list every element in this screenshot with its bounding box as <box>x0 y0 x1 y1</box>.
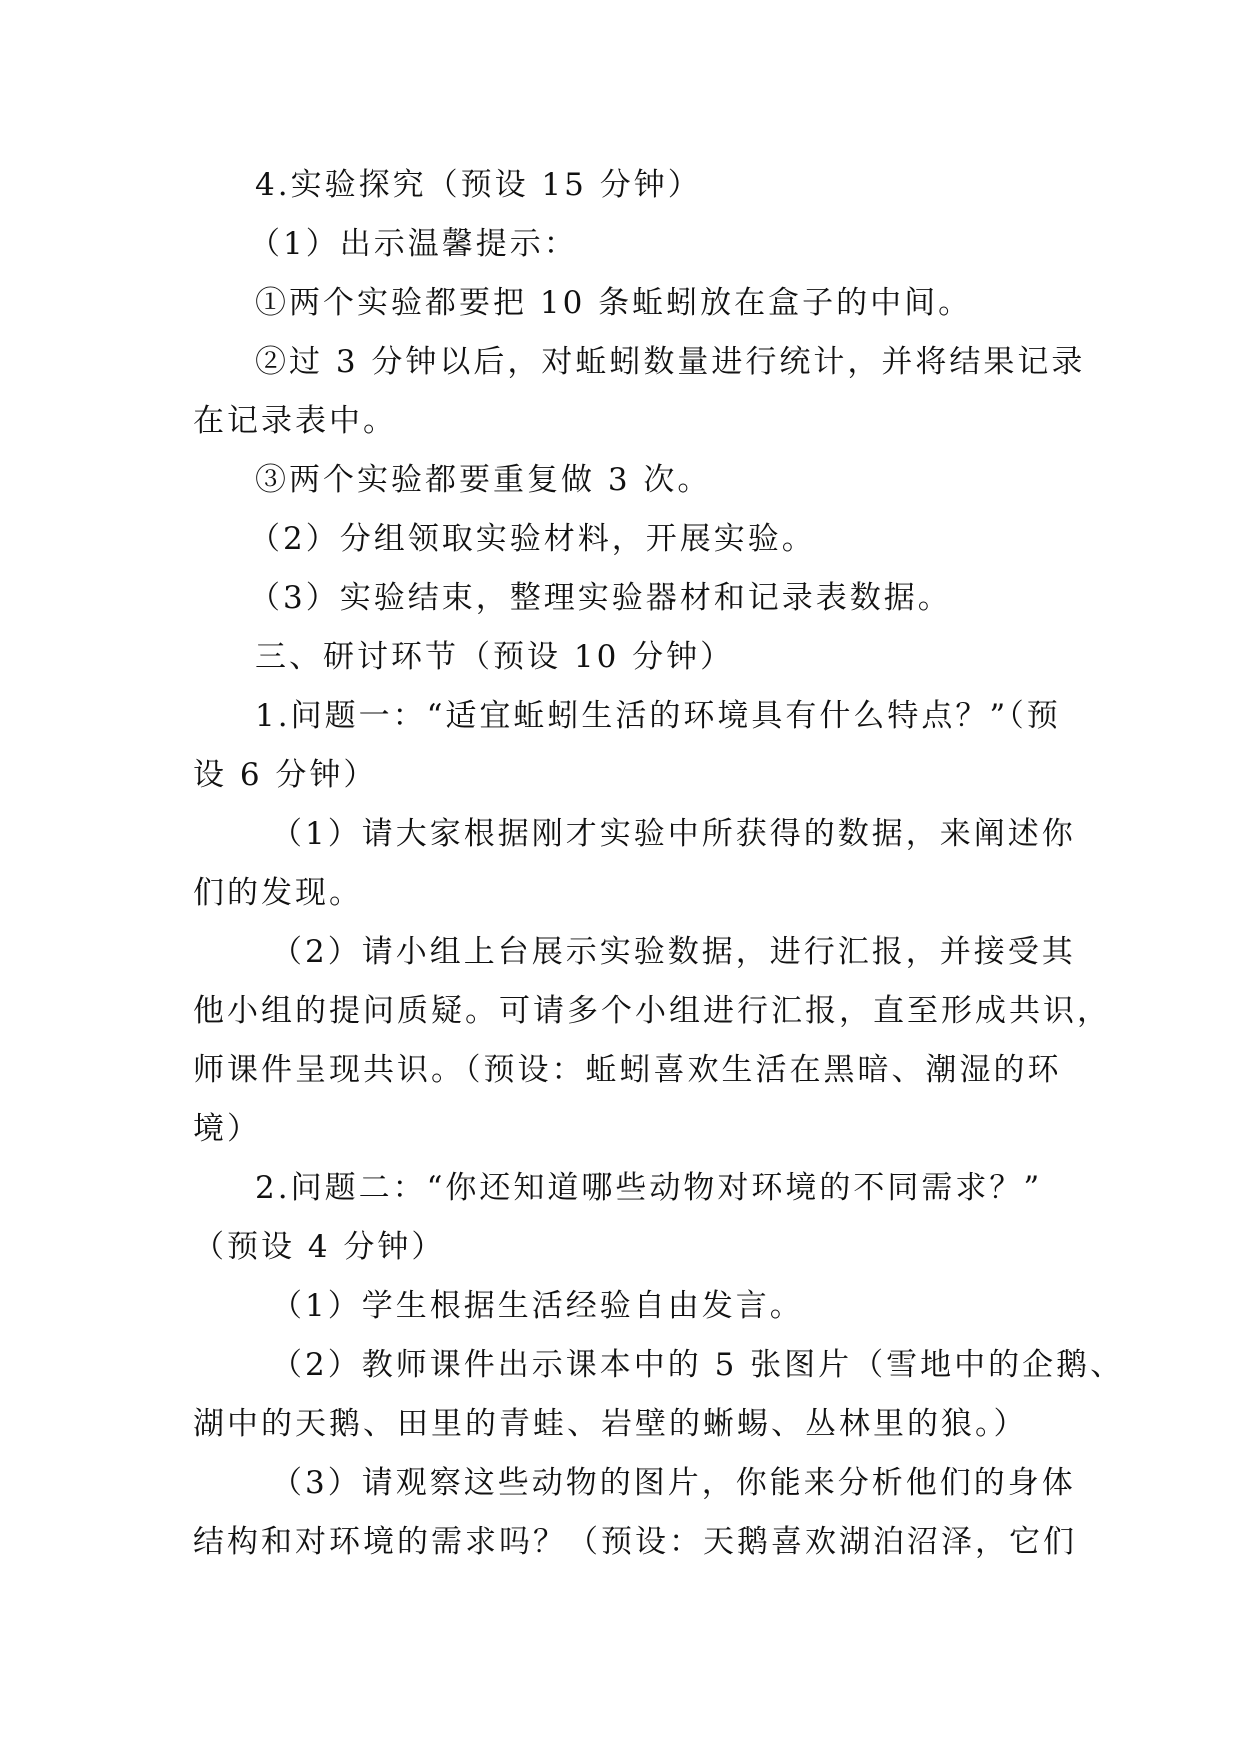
paragraph-line: 们的发现。 <box>193 875 363 911</box>
paragraph-line: 师课件呈现共识。（预设：蚯蚓喜欢生活在黑暗、潮湿的环 <box>193 1052 1062 1088</box>
paragraph-line: 在记录表中。 <box>193 403 397 439</box>
paragraph-line: 境） <box>193 1111 261 1147</box>
paragraph-line: ③两个实验都要重复做 3 次。 <box>255 462 712 498</box>
paragraph-line: 2.问题二：“你还知道哪些动物对环境的不同需求？” <box>255 1170 1043 1206</box>
paragraph-line: 4.实验探究（预设 15 分钟） <box>255 167 702 203</box>
paragraph-line: （3）请观察这些动物的图片，你能来分析他们的身体 <box>271 1465 1076 1501</box>
paragraph-line: 1.问题一：“适宜蚯蚓生活的环境具有什么特点？”（预 <box>255 698 1061 734</box>
paragraph-line: （1）请大家根据刚才实验中所获得的数据，来阐述你 <box>271 816 1076 852</box>
paragraph-line: （2）教师课件出示课本中的 5 张图片（雪地中的企鹅、 <box>271 1347 1125 1383</box>
paragraph-line: 他小组的提问质疑。可请多个小组进行汇报，直至形成共识， <box>193 993 1111 1029</box>
paragraph-line: 湖中的天鹅、田里的青蛙、岩壁的蜥蜴、丛林里的狼。） <box>193 1406 1028 1442</box>
paragraph-line: （2）请小组上台展示实验数据，进行汇报，并接受其 <box>271 934 1076 970</box>
paragraph-line: ①两个实验都要把 10 条蚯蚓放在盒子的中间。 <box>255 285 973 321</box>
paragraph-line: （3）实验结束，整理实验器材和记录表数据。 <box>249 580 952 616</box>
paragraph-line: （预设 4 分钟） <box>193 1229 446 1265</box>
paragraph-line: 设 6 分钟） <box>193 757 378 793</box>
paragraph-line: ②过 3 分钟以后，对蚯蚓数量进行统计，并将结果记录 <box>255 344 1086 380</box>
section-heading: 三、研讨环节（预设 10 分钟） <box>255 639 735 675</box>
document-body <box>193 156 1125 1572</box>
paragraph-line: （2）分组领取实验材料，开展实验。 <box>249 521 816 557</box>
paragraph-line: （1）学生根据生活经验自由发言。 <box>271 1288 804 1324</box>
paragraph-line: （1）出示温馨提示： <box>249 226 578 262</box>
paragraph-line: 结构和对环境的需求吗？（预设：天鹅喜欢湖泊沼泽，它们 <box>193 1524 1077 1560</box>
